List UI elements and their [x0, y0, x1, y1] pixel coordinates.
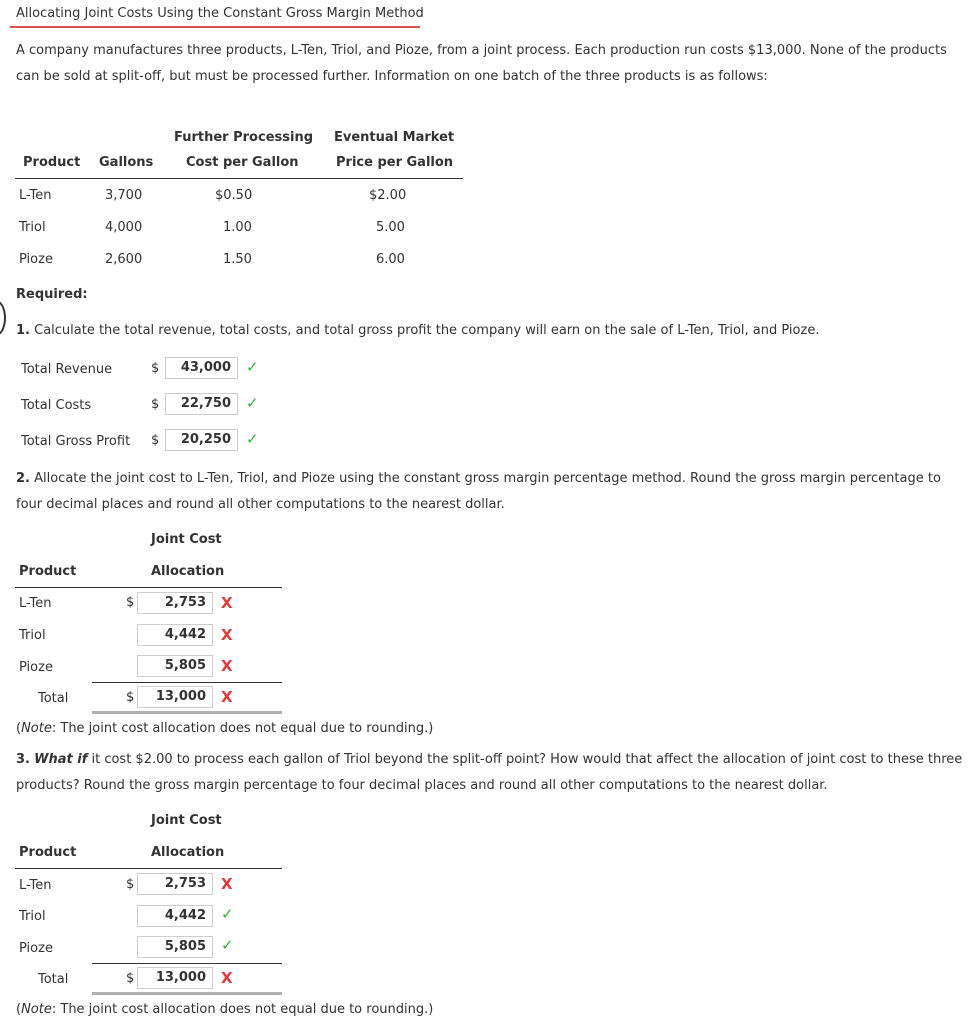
q2-row-product: Triol: [19, 628, 46, 643]
title-underline: [10, 26, 420, 28]
info-row-cost: $0.50: [215, 188, 253, 203]
question-3-what-if: What if: [34, 752, 88, 767]
info-row-price: $2.00: [369, 188, 407, 203]
info-row-gallons: 2,600: [105, 252, 143, 267]
q3-double-rule: [92, 992, 282, 995]
question-2-number: 2.: [16, 471, 30, 486]
header-further-processing-1: Further Processing: [174, 130, 314, 145]
q2-row-product: Pioze: [19, 660, 53, 675]
header-further-processing-2: Cost per Gallon: [186, 155, 299, 170]
question-1-number: 1.: [16, 323, 30, 338]
product-header: Product: [19, 564, 77, 579]
correct-check-icon: ✓: [246, 358, 259, 376]
currency-symbol: $: [151, 433, 160, 448]
joint-cost-header: Joint Cost: [151, 813, 222, 828]
incorrect-x-icon: X: [221, 688, 233, 706]
info-row-price: 6.00: [376, 252, 405, 267]
correct-check-icon: ✓: [221, 905, 234, 923]
header-eventual-market-1: Eventual Market: [334, 130, 455, 145]
total-revenue-input[interactable]: 43,000: [165, 357, 238, 379]
info-row-product: Pioze: [19, 252, 53, 267]
q2-note-text: : The joint cost allocation does not equal due to rounding.): [51, 721, 434, 736]
question-1-body: Calculate the total revenue, total costs, and total gross profit the company will earn on the sale of L-Ten, Triol, and Pioze.: [29, 323, 820, 338]
currency-symbol: $: [126, 971, 135, 986]
side-tab-handle[interactable]: [0, 300, 6, 336]
q3-note-prefix: (: [16, 1002, 22, 1017]
allocation-header: Allocation: [151, 845, 225, 860]
total-revenue-label: Total Revenue: [21, 362, 113, 377]
q3-note-label: Note: [21, 1002, 52, 1017]
allocation-header: Allocation: [151, 564, 225, 579]
info-row-gallons: 3,700: [105, 188, 143, 203]
q3-note-text: : The joint cost allocation does not equal due to rounding.): [51, 1002, 434, 1017]
incorrect-x-icon: X: [221, 594, 233, 612]
joint-cost-header: Joint Cost: [151, 532, 222, 547]
correct-check-icon: ✓: [246, 394, 259, 412]
required-label: Required:: [16, 287, 88, 302]
q2-header-rule: [15, 587, 282, 588]
header-eventual-market-2: Price per Gallon: [336, 155, 454, 170]
q2-pioze-allocation-input[interactable]: 5,805: [137, 655, 213, 677]
info-row-product: L-Ten: [19, 188, 52, 203]
incorrect-x-icon: X: [221, 626, 233, 644]
q2-note-prefix: (: [16, 721, 22, 736]
header-product: Product: [23, 155, 81, 170]
info-row-product: Triol: [19, 220, 46, 235]
q2-ltent-allocation-input[interactable]: 2,753: [137, 592, 213, 614]
page-title: Allocating Joint Costs Using the Constant Gross Margin Method: [16, 6, 424, 21]
q2-note-label: Note: [21, 721, 52, 736]
question-3-body: it cost $2.00 to process each gallon of Triol beyond the split-off point? How would that affect the allocation of joint cost to these three products? Round the gross margin percentage to four decimal places and round all other computations to the nearest dollar.: [16, 752, 963, 793]
question-3-text: [16, 747, 966, 799]
q2-triol-allocation-input[interactable]: 4,442: [137, 624, 213, 646]
q2-total-allocation-input[interactable]: 13,000: [137, 686, 213, 708]
q2-total-label: Total: [38, 691, 69, 706]
q3-row-product: Pioze: [19, 941, 53, 956]
total-gross-profit-label: Total Gross Profit: [21, 434, 131, 449]
q2-note: [16, 721, 433, 736]
question-2-body: Allocate the joint cost to L-Ten, Triol, and Pioze using the constant gross margin percentage method. Round the gross margin percentage to four decimal places and round all other computations to the nearest dollar.: [16, 471, 941, 512]
intro-text: A company manufactures three products, L-Ten, Triol, and Pioze, from a joint process. Each production run costs $13,000. None of the products can be sold at split-off, but must be processed further. Information on one batch of the three products is as follows:: [16, 43, 947, 84]
correct-check-icon: ✓: [246, 430, 259, 448]
q3-note: [16, 1002, 433, 1017]
q2-double-rule: [92, 711, 282, 714]
incorrect-x-icon: X: [221, 657, 233, 675]
currency-symbol: $: [151, 397, 160, 412]
q3-total-label: Total: [38, 972, 69, 987]
currency-symbol: $: [126, 690, 135, 705]
q3-pioze-allocation-input[interactable]: 5,805: [137, 936, 213, 958]
info-row-cost: 1.00: [223, 220, 252, 235]
product-header: Product: [19, 845, 77, 860]
q3-triol-allocation-input[interactable]: 4,442: [137, 905, 213, 927]
q3-row-product: Triol: [19, 909, 46, 924]
incorrect-x-icon: X: [221, 875, 233, 893]
info-row-price: 5.00: [376, 220, 405, 235]
currency-symbol: $: [126, 595, 135, 610]
q3-total-rule: [92, 963, 282, 964]
incorrect-x-icon: X: [221, 969, 233, 987]
correct-check-icon: ✓: [221, 936, 234, 954]
info-table-header-rule: [15, 178, 463, 179]
total-costs-input[interactable]: 22,750: [165, 393, 238, 415]
total-gross-profit-input[interactable]: 20,250: [165, 429, 238, 451]
currency-symbol: $: [151, 361, 160, 376]
q2-row-product: L-Ten: [19, 596, 52, 611]
header-gallons: Gallons: [99, 155, 154, 170]
question-3-number: 3.: [16, 752, 30, 767]
question-1-text: [16, 318, 966, 344]
q3-header-rule: [15, 868, 282, 869]
q3-row-product: L-Ten: [19, 878, 52, 893]
q2-total-rule: [92, 682, 282, 683]
total-costs-label: Total Costs: [21, 398, 92, 413]
info-row-cost: 1.50: [223, 252, 252, 267]
q3-total-allocation-input[interactable]: 13,000: [137, 967, 213, 989]
info-row-gallons: 4,000: [105, 220, 143, 235]
q3-ltent-allocation-input[interactable]: 2,753: [137, 873, 213, 895]
question-2-text: [16, 466, 966, 518]
currency-symbol: $: [126, 877, 135, 892]
